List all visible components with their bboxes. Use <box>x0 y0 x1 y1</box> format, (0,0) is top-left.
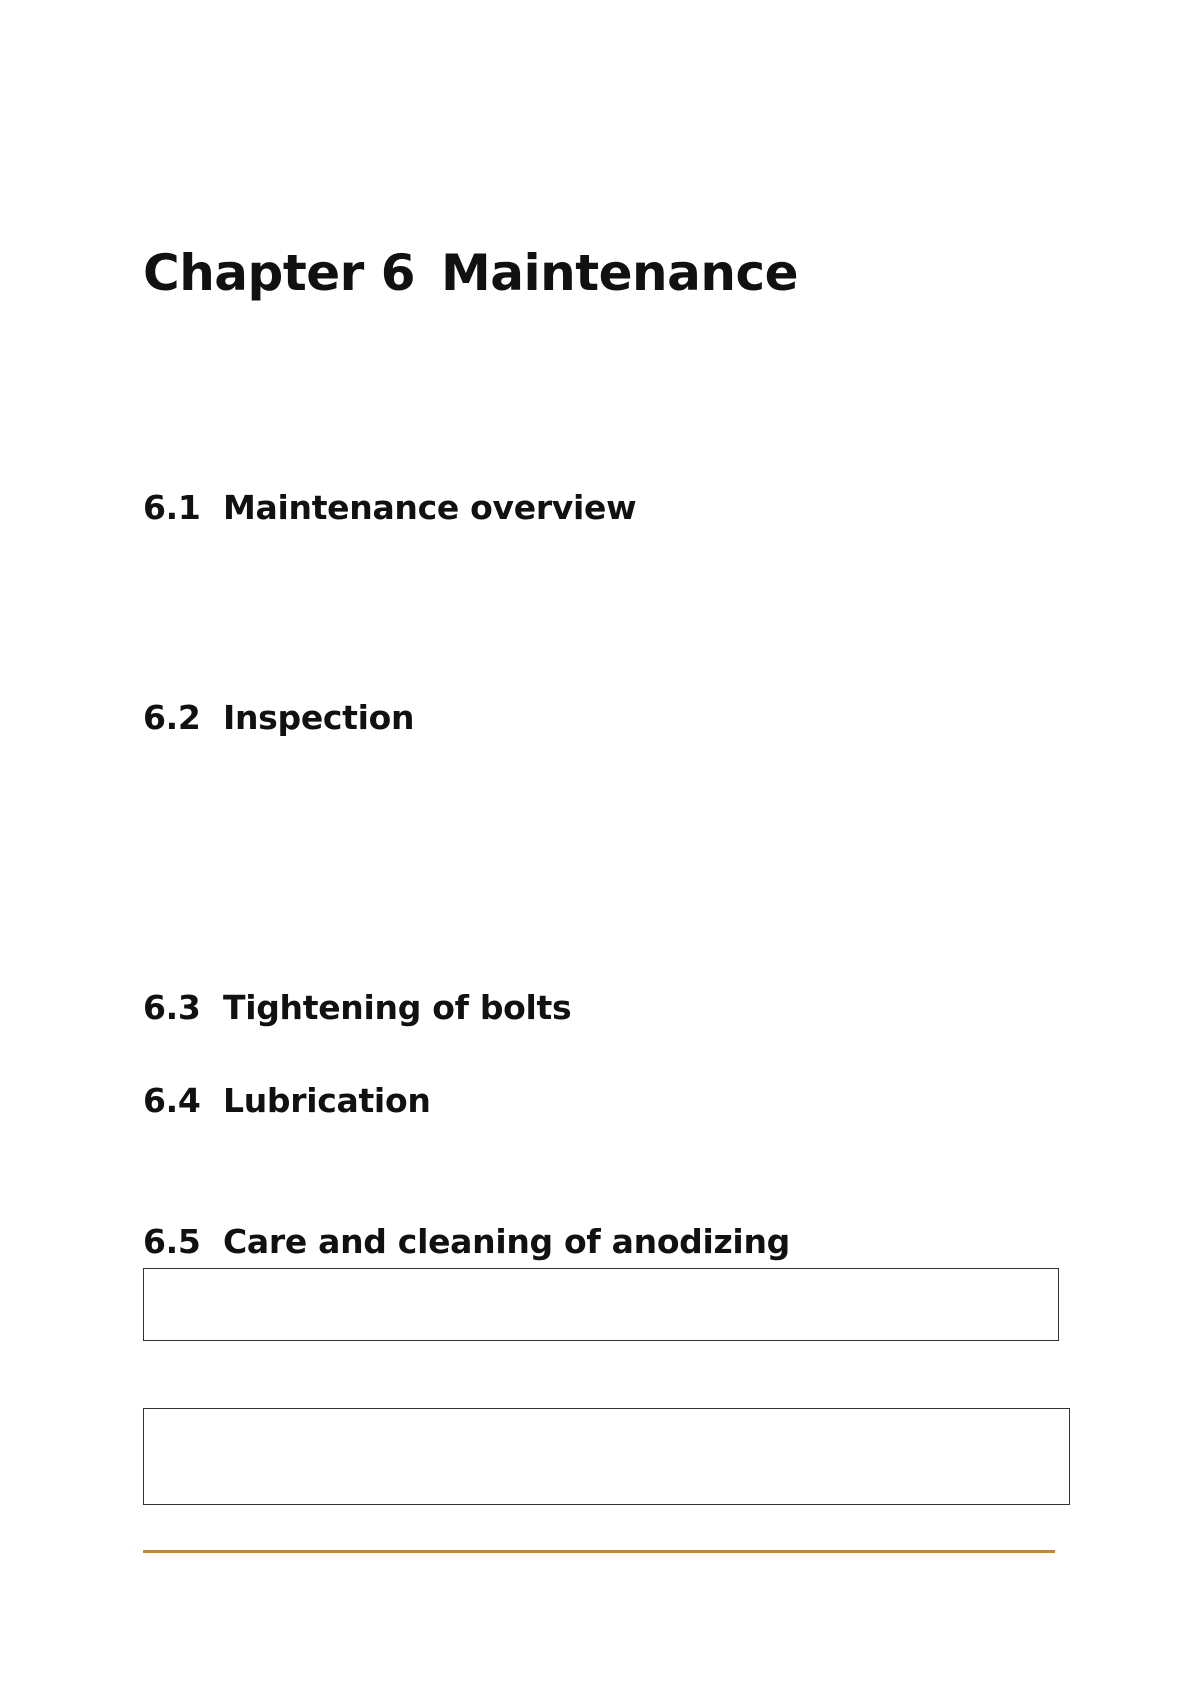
section-number: 6.3 <box>143 988 201 1027</box>
section-title: Tightening of bolts <box>223 988 572 1027</box>
section-title: Lubrication <box>223 1081 431 1120</box>
section-heading-6-5 <box>143 1222 790 1261</box>
footer-rule <box>143 1550 1055 1553</box>
empty-content-box <box>143 1268 1059 1341</box>
section-heading-6-3 <box>143 988 572 1027</box>
section-number: 6.4 <box>143 1081 201 1120</box>
chapter-number: Chapter 6 <box>143 244 415 302</box>
section-title: Inspection <box>223 698 415 737</box>
section-heading-6-4 <box>143 1081 431 1120</box>
empty-content-box <box>143 1408 1070 1505</box>
chapter-title <box>143 244 799 302</box>
section-title: Care and cleaning of anodizing <box>223 1222 790 1261</box>
section-heading-6-2 <box>143 698 415 737</box>
section-title: Maintenance overview <box>223 488 637 527</box>
section-number: 6.1 <box>143 488 201 527</box>
section-number: 6.5 <box>143 1222 201 1261</box>
section-heading-6-1 <box>143 488 637 527</box>
section-number: 6.2 <box>143 698 201 737</box>
chapter-name: Maintenance <box>441 244 799 302</box>
